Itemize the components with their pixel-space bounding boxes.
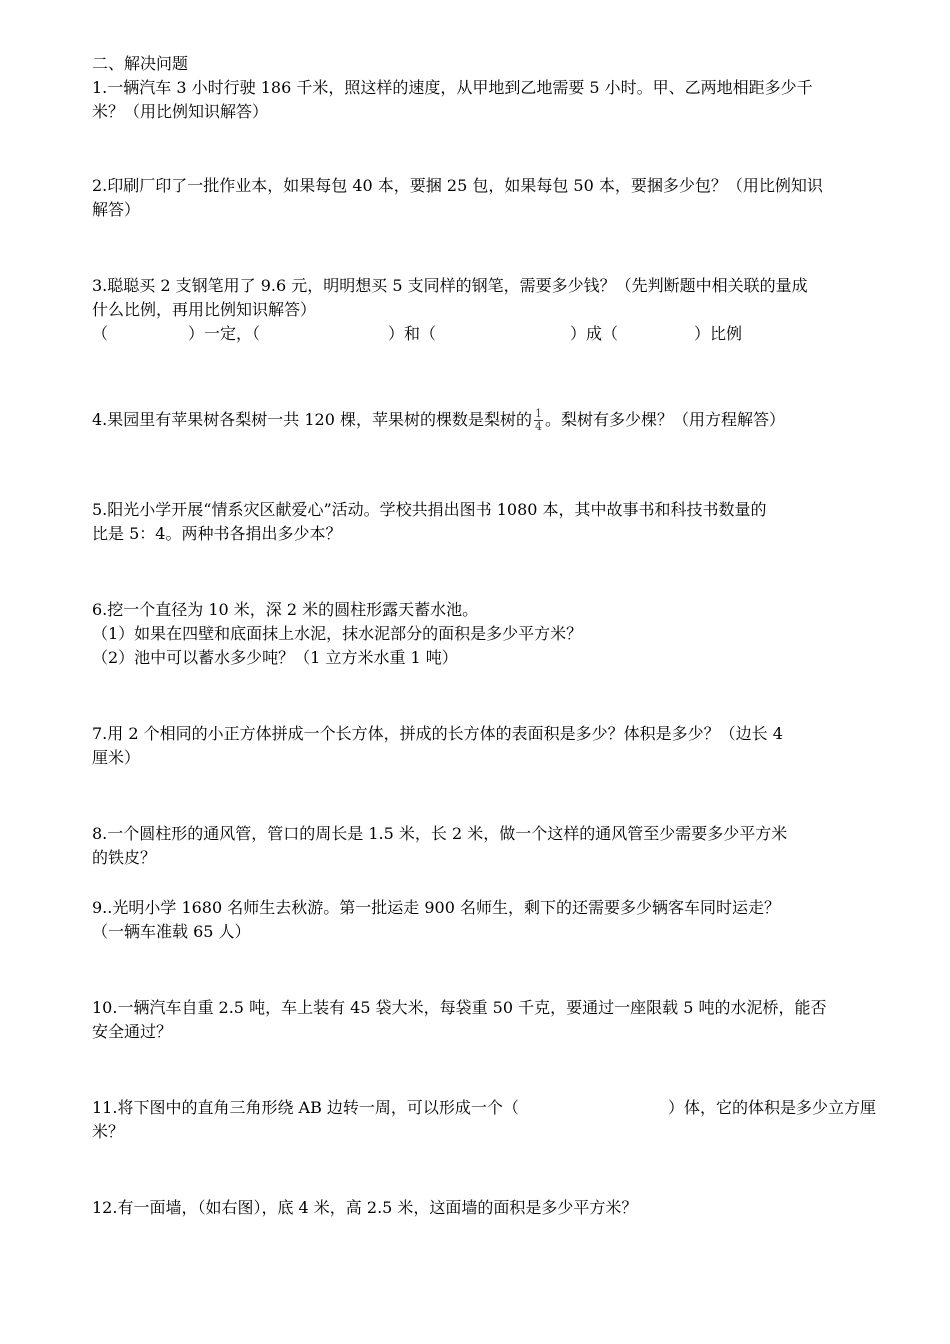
question-4-text-after: 。梨树有多少棵？（用方程解答）: [544, 410, 785, 429]
question-6-line-2: （1）如果在四壁和底面抹上水泥，抹水泥部分的面积是多少平方米？: [92, 624, 583, 643]
blank-part-1: （: [92, 324, 109, 343]
fraction-numerator: 1: [534, 407, 542, 420]
question-8-line-1: 8.一个圆柱形的通风管，管口的周长是 1.5 米，长 2 米，做一个这样的通风管至少需要多少平方米: [92, 824, 788, 843]
question-1-line-1: 1.一辆汽车 3 小时行驶 186 千米，照这样的速度，从甲地到乙地需要 5 小时。甲、乙两地相距多少千: [92, 78, 813, 97]
question-3-line-2: 什么比例，再用比例知识解答）: [92, 300, 317, 319]
question-9-line-2: （一辆车准载 65 人）: [92, 922, 251, 941]
question-11-text-before: 11.将下图中的直角三角形绕 AB 边转一周，可以形成一个（: [92, 1098, 519, 1117]
question-4-text-before: 4.果园里有苹果树各梨树一共 120 棵，苹果树的棵数是梨树的: [92, 410, 532, 429]
question-8-line-2: 的铁皮？: [92, 848, 157, 867]
question-4-line-1: [92, 408, 785, 433]
fraction-one-quarter: [534, 408, 543, 433]
blank-part-5: ）比例: [694, 324, 743, 343]
question-6-line-1: 6.挖一个直径为 10 米，深 2 米的圆柱形露天蓄水池。: [92, 600, 479, 619]
question-3-line-1: 3.聪聪买 2 支钢笔用了 9.6 元，明明想买 5 支同样的钢笔，需要多少钱？（先判断题中相关联的量成: [92, 276, 808, 295]
question-1-line-2: 米？（用比例知识解答）: [92, 102, 269, 121]
question-7-line-1: 7.用 2 个相同的小正方体拼成一个长方体，拼成的长方体的表面积是多少？体积是多少？（边长 4: [92, 724, 783, 743]
question-11-text-after: ）体，它的体积是多少立方厘: [668, 1098, 877, 1117]
question-12-line-1: 12.有一面墙，（如右图），底 4 米，高 2.5 米，这面墙的面积是多少平方米？: [92, 1198, 638, 1217]
question-2-line-1: 2.印刷厂印了一批作业本，如果每包 40 本，要捆 25 包，如果每包 50 本，要捆多少包？（用比例知识: [92, 176, 823, 195]
question-7-line-2: 厘米）: [92, 748, 141, 767]
question-2-line-2: 解答）: [92, 200, 141, 219]
blank-part-3: ）和（: [388, 324, 437, 343]
question-9-line-1: 9..光明小学 1680 名师生去秋游。第一批运走 900 名师生，剩下的还需要多少辆客车同时运走？: [92, 898, 780, 917]
section-title: 二、解决问题: [92, 54, 189, 73]
blank-part-4: ）成（: [570, 324, 619, 343]
question-5-line-2: 比是 5：4。两种书各捐出多少本？: [92, 524, 342, 543]
question-5-line-1: 5.阳光小学开展“情系灾区献爱心”活动。学校共捐出图书 1080 本，其中故事书和科技书数量的: [92, 500, 767, 519]
question-3-fill-blank-row: [92, 322, 912, 346]
question-10-line-2: 安全通过？: [92, 1022, 173, 1041]
question-11-line-1: [92, 1096, 912, 1120]
fraction-denominator: 4: [534, 420, 542, 433]
question-10-line-1: 10.一辆汽车自重 2.5 吨，车上装有 45 袋大米，每袋重 50 千克，要通过一座限载 5 吨的水泥桥，能否: [92, 998, 827, 1017]
blank-part-2: ）一定，（: [188, 324, 261, 343]
question-6-line-3: （2）池中可以蓄水多少吨？（1 立方米水重 1 吨）: [92, 648, 458, 667]
question-11-line-2: 米？: [92, 1122, 125, 1141]
